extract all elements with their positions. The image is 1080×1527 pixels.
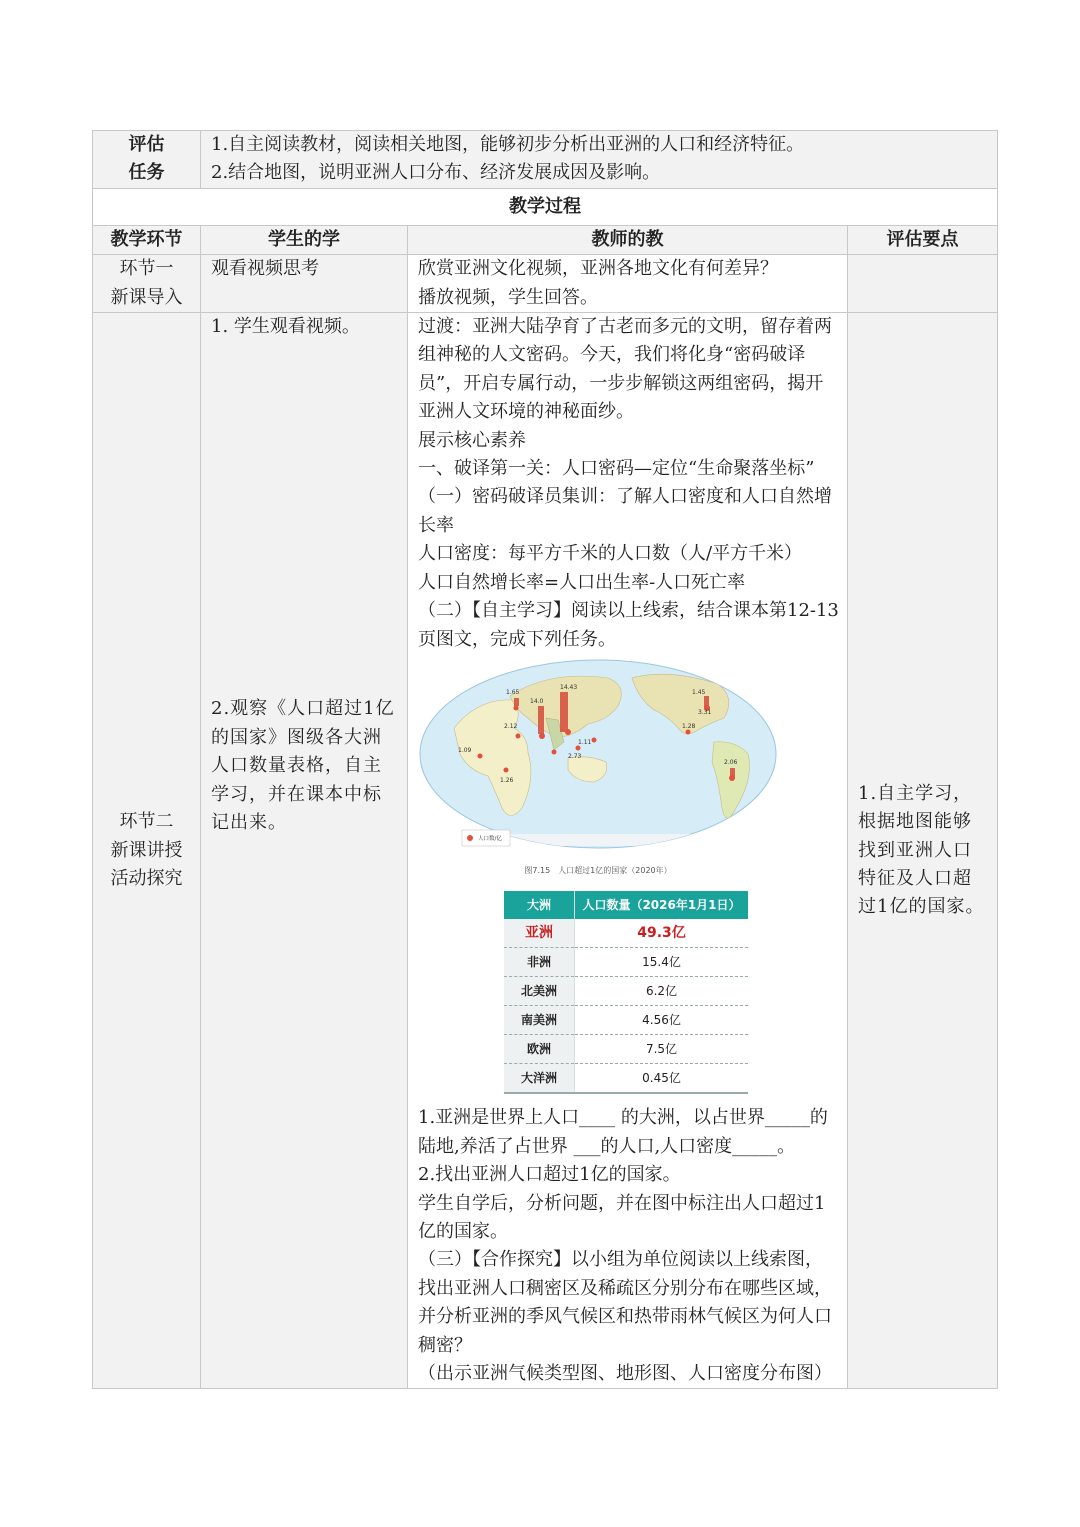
- stage-one-line2: 新课导入: [110, 286, 183, 308]
- svg-text:2.73: 2.73: [568, 752, 582, 760]
- column-header-row: [93, 225, 998, 254]
- world-population-map-figure: [418, 658, 839, 877]
- continent-name: 大洋洲: [504, 1064, 575, 1094]
- map-caption: 图7.15 人口超过1亿的国家（2020年）: [524, 866, 672, 876]
- stage-one-teacher-line1: 欣赏亚洲文化视频，亚洲各地文化有何差异？: [418, 258, 778, 280]
- continent-population: 0.45亿: [575, 1064, 749, 1094]
- stage-one-row: [93, 255, 998, 313]
- svg-text:14.43: 14.43: [560, 683, 578, 691]
- stage-two-line3: 活动探究: [110, 867, 183, 889]
- teacher-paragraph: 人口密度：每平方千米的人口数（人/平方千米）: [418, 543, 803, 565]
- student-activity-2: 2.观察《人口超过1亿的国家》图级各大洲人口数量表格，自主学习，并在课本中标记出来。: [211, 698, 395, 834]
- eval-task-2: 2.结合地图，说明亚洲人口分布、经济发展成因及影响。: [211, 162, 661, 184]
- eval-task-row: [93, 131, 998, 189]
- teacher-paragraph: 学生自学后，分析问题，并在图中标注出人口超过1亿的国家。: [418, 1192, 826, 1242]
- population-header-continent: 大洲: [504, 891, 575, 919]
- lesson-plan-table: [92, 130, 998, 1389]
- continent-name: 南美洲: [504, 1006, 575, 1035]
- continent-name: 亚洲: [504, 919, 575, 948]
- population-table-header: [504, 891, 748, 919]
- eval-label-line2: 任务: [128, 162, 165, 184]
- svg-text:1.11: 1.11: [578, 738, 592, 746]
- header-teacher: 教师的教: [408, 225, 848, 254]
- eval-task-1: 1.自主阅读教材，阅读相关地图，能够初步分析出亚洲的人口和经济特征。: [211, 134, 805, 155]
- eval-task-content: [201, 131, 998, 189]
- stage-two-line1: 环节二: [119, 811, 174, 833]
- world-map-image: [418, 658, 778, 854]
- table-row: [504, 1035, 748, 1064]
- continent-name: 欧洲: [504, 1035, 575, 1064]
- continent-name: 非洲: [504, 948, 575, 977]
- teacher-paragraph: 展示核心素养: [418, 429, 526, 451]
- stage-two-teacher: [408, 313, 848, 1389]
- population-header-count: 人口数量（2026年1月1日）: [575, 891, 749, 919]
- teacher-paragraph: （三）【合作探究】以小组为单位阅读以上线索图，找出亚洲人口稠密区及稀疏区分别分布在哪些区域，并分析亚洲的季风气候区和热带雨林气候区为何人口稠密？: [418, 1249, 832, 1356]
- stage-two-line2: 新课讲授: [110, 839, 183, 861]
- continent-population: 7.5亿: [575, 1035, 749, 1064]
- table-row: [504, 948, 748, 977]
- header-points: 评估要点: [848, 225, 998, 254]
- teacher-paragraph: 1.亚洲是世界上人口____ 的大洲，以占世界_____的陆地,养活了占世界 ___的人口,人口密度_____。: [418, 1107, 828, 1157]
- svg-text:3.31: 3.31: [698, 708, 712, 716]
- stage-one-cell: [93, 255, 201, 313]
- continent-population: 49.3亿: [575, 919, 749, 948]
- continent-name: 北美洲: [504, 977, 575, 1006]
- svg-text:1.09: 1.09: [458, 746, 472, 754]
- stage-one-points: [848, 255, 998, 313]
- eval-task-label: [93, 131, 201, 189]
- lesson-plan-document: [92, 130, 997, 1389]
- continent-population: 15.4亿: [575, 948, 749, 977]
- stage-one-teacher: [408, 255, 848, 313]
- teacher-paragraph: 2.找出亚洲人口超过1亿的国家。: [418, 1164, 681, 1186]
- stage-one-student: 观看视频思考: [201, 255, 408, 313]
- map-legend: [462, 830, 510, 846]
- teacher-content-top: [418, 313, 839, 654]
- continent-population-table: [504, 891, 748, 1094]
- continent-population: 6.2亿: [575, 977, 749, 1006]
- header-student: 学生的学: [201, 225, 408, 254]
- teacher-paragraph: （一）密码破译员集训：了解人口密度和人口自然增长率: [418, 486, 832, 536]
- stage-one-teacher-line2: 播放视频，学生回答。: [418, 286, 598, 308]
- continent-population: 4.56亿: [575, 1006, 749, 1035]
- student-activity-1: 1. 学生观看视频。: [211, 316, 360, 338]
- teacher-paragraph: （出示亚洲气候类型图、地形图、人口密度分布图）: [418, 1362, 832, 1384]
- teacher-paragraph: 一、破译第一关：人口密码—定位“生命聚落坐标”: [418, 458, 815, 480]
- process-title: 教学过程: [93, 188, 998, 225]
- map-legend-label: 人口数/亿: [478, 835, 502, 842]
- teacher-paragraph: 人口自然增长率=人口出生率-人口死亡率: [418, 571, 746, 593]
- teacher-paragraph: （二）【自主学习】阅读以上线索，结合课本第12-13页图文，完成下列任务。: [418, 600, 839, 650]
- eval-label-line1: 评估: [128, 134, 165, 155]
- header-stage: 教学环节: [93, 225, 201, 254]
- table-row: [504, 1064, 748, 1094]
- svg-text:1.45: 1.45: [692, 688, 706, 696]
- svg-text:1.28: 1.28: [682, 722, 696, 730]
- svg-text:2.12: 2.12: [504, 722, 518, 730]
- stage-two-student: [201, 313, 408, 1389]
- svg-text:1.65: 1.65: [506, 688, 520, 696]
- table-row: [504, 977, 748, 1006]
- teacher-paragraph: 过渡：亚洲大陆孕育了古老而多元的文明，留存着两组神秘的人文密码。今天，我们将化身“密码破译员”，开启专属行动，一步步解锁这两组密码，揭开亚洲人文环境的神秘面纱。: [418, 316, 832, 423]
- svg-text:1.26: 1.26: [500, 776, 514, 784]
- stage-two-points: [848, 313, 998, 1389]
- stage-two-cell: [93, 313, 201, 1389]
- stage-two-row: [93, 313, 998, 1389]
- table-row: [504, 919, 748, 948]
- svg-text:2.06: 2.06: [724, 758, 738, 766]
- stage-one-line1: 环节一: [119, 258, 174, 280]
- svg-text:14.0: 14.0: [530, 697, 544, 705]
- teacher-content-bottom: [418, 1104, 839, 1388]
- table-row: [504, 1006, 748, 1035]
- assessment-point-1: 1.自主学习，根据地图能够找到亚洲人口特征及人口超过1亿的国家。: [858, 782, 985, 918]
